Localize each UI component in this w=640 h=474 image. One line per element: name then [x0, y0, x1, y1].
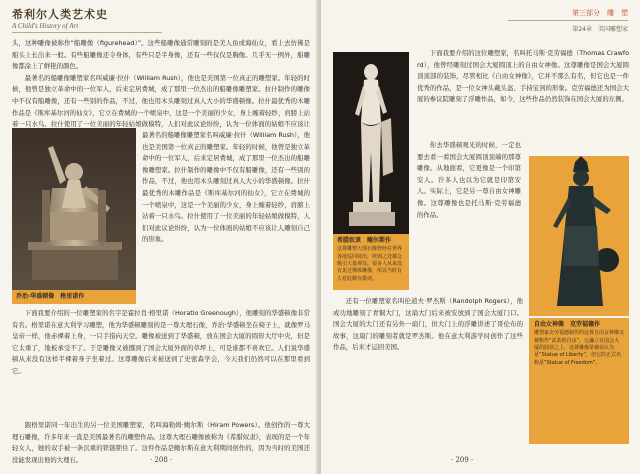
greek-slave-image: [333, 52, 409, 234]
part-title: 第三部分 雕 塑: [572, 9, 628, 17]
book-title-english: A Child's History of Art: [12, 22, 79, 30]
greek-slave-caption-title: 希腊奴隶 鲍尔斯作: [337, 237, 392, 244]
freedom-caption-title: 自由女神像 克劳福德作: [534, 321, 601, 328]
greek-slave-caption-text: 这尊雕塑大理石像曾经在世界各地巡回展出，所到之处都会吸引大量观众。很多人从来没有见过裸体雕像，所以当时有人对此颇有微词。: [337, 246, 403, 282]
left-text-top: [12, 38, 310, 134]
washington-caption-box: [12, 290, 136, 304]
right-paragraph-2: 你去华盛顿观光的时候，一定也要去看一看国会大厦圆顶顶端的那尊雕像。从地面看，它更像是一个印第安人。许多人也以为它就是印第安人。实际上，它是另一尊自由女神雕像。这尊雕像也是托马斯·克劳福德的作品。: [417, 141, 521, 219]
left-text-right-column: [142, 130, 310, 308]
washington-statue-image: [12, 128, 136, 290]
right-page: [321, 0, 640, 474]
header-rule-right: [508, 20, 628, 21]
statue-of-freedom-picture: [529, 156, 629, 316]
right-text-top: [417, 48, 629, 140]
right-paragraph-3: 还有一位雕塑家名叫伦道夫·罗杰斯（Randolph Rogers），他成功地雕刻了青铜大门，这扇大门后来被安放到了国会大厦门口。国会大厦的大门还有另外一扇门，但大门上的浮雕讲述了哥伦布的故事，这扇门的雕刻者就是罗杰斯。他在意大利游学时创作了这些作品，后来才运回美国。: [333, 297, 523, 352]
right-text-bottom: [333, 296, 523, 446]
right-paragraph-1: 下面我要介绍的这位雕塑家，名叫托马斯·克劳福德（Thomas Crawford），他曾经雕刻过国会大厦圆顶上的自由女神像。这尊雕像是国会大厦圆顶顶部的装饰，尽管相比《自由女神像》，它并不那么有名，但它也是一件优秀的作品，是一位女神头戴头盔、手持宝剑的形象。克劳福德还为国会大厦的参议院雕刻了浮雕作品，如今，这些作品仍然装饰在国会大厦的东侧。: [417, 49, 629, 104]
running-header-right: [508, 8, 628, 33]
washington-statue-picture: [12, 128, 136, 290]
left-page: [0, 0, 319, 474]
freedom-caption-box: [529, 318, 629, 444]
chapter-title: 第24章 美国雕塑家: [572, 26, 628, 33]
page-number-left: · 208 ·: [150, 456, 173, 464]
running-header: [12, 6, 162, 33]
freedom-caption-text: 雕塑家克劳福德制作的这尊自由女神像又被称作“武装的自由”，它矗立在国会大厦的圆顶之上，这尊雕像常被误认为是“Statue of Liberty”，但它的正式名称是“Statue of Freedom”。: [534, 330, 625, 366]
statue-of-freedom-image: [529, 156, 629, 316]
greek-slave-caption-box: [333, 234, 409, 290]
header-rule: [12, 32, 162, 33]
greek-slave-picture: [333, 52, 409, 234]
left-paragraph-2: 最著名的船雕像雕塑家名叫威廉·拉什（William Rush），他也是美国第一位真正的雕塑家。年轻的时候，他曾是独立革命中的一位军人，后来定居费城，成了那里一位杰出的船雕像雕塑家。拉什制作的雕像中不仅有船雕像，还有一些别的作品，不过，他也用木头雕刻过真人大小的华盛顿像。拉什最优秀的木雕作品是《斯库基尔河的仙女》，它立在费城的一个喷泉中，这是一个美丽的少女，身上缠着轻纱，肩膀上站着一只水鸟。拉什使用了一位美丽的年轻姑娘做模特，人们对此议论纷纷，认为一位体面的姑娘不应该让人雕刻自己的形象。: [142, 131, 310, 244]
left-paragraph-4: 跟格里诺同一年出生的另一位美国雕塑家，名叫海勒姆·鲍尔斯（Hiram Powers）。他创作的一尊大理石雕像，许多年来一直是美国最著名的雕塑作品。这尊大理石雕像被称为《希腊奴隶》，表现的是一个年轻女人，她的双手被一条沉重的铁链锁住了。这件作品是鲍尔斯在意大利期间创作的，因为当时的美国还没能发现出他的大理石。: [12, 421, 310, 464]
page-number-right: · 209 ·: [451, 456, 474, 464]
left-text-bottom: [12, 308, 310, 420]
book-title: 希利尔人类艺术史: [12, 8, 108, 21]
washington-caption-title: 乔治·华盛顿像 格里诺作: [16, 293, 85, 300]
right-text-middle: [417, 140, 521, 290]
left-paragraph-3: 下面我要介绍的一位雕塑家的名字是霍拉肖·格里诺（Horatio Greenough），他雕刻的华盛顿像非常有名。格里诺在意大利学习雕塑，他为华盛顿雕刻的是一尊大理石像，乔治·华盛顿坐在椅子上，就像罗马皇帝一样，他赤裸着上身，一只手指向天空。雕像被送到了华盛顿，放在国会大厦的圆形大厅中央，但是它太重了，地板承受不了。于是雕像又被挪到了国会大厦外面的草坪上，可是谁都不喜欢它。人们说华盛顿从来没有这样半裸着身子坐着过。这尊雕像后来被送到了史密森学会，今天我们仍然可以在那里看到它。: [12, 309, 310, 375]
left-paragraph-2-start: 最著名的船雕像雕塑家名叫威廉·拉什（William Rush），他也是美国第一位真正的雕塑家。年轻的时候，他曾是独立革命中的一位军人，后来定居费城，成了那里一位杰出的船雕像雕塑家。拉什制作的雕像中不仅有船雕像，还有一些别的作品，不过，他也用木头雕刻过真人大小的华盛顿像。拉什最优秀的木雕作品是《斯库基尔河的仙女》，它立在费城的一个喷泉中，这是一个美丽的少女，身上缠着轻纱，肩膀上站着一只水鸟。拉什使用了一位美丽的年轻姑娘做模特，人们对此议论纷纷，认为一位体面的姑娘不应该让: [12, 73, 310, 129]
left-paragraph-1: 头，这种雕像被称作“船雕像（figurehead）”。这些船雕像通常雕刻的是美人鱼或海仙女，看上去仿佛是船头上长出来一般。有些船雕像还令身体，有些只是半身像，还有一些仅仅是胸像。几乎无一例外，船雕像都涂上了鲜艳的颜色。: [12, 39, 310, 71]
